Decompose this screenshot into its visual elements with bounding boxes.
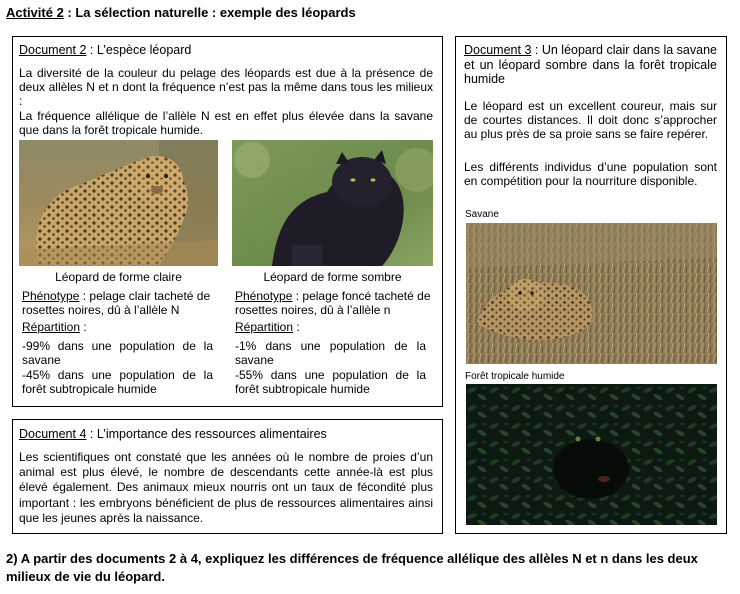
document-3-title (464, 43, 717, 87)
savane-label: Savane (465, 209, 499, 220)
document-2-frequency-text: La fréquence allélique de l’allèle N est en effet plus élevée dans la savane que dans la forêt tropicale humide. (19, 109, 433, 138)
dark-phenotype-label: Phénotype (235, 289, 293, 303)
document-3-label: Document 3 (464, 43, 532, 57)
document-4-title (19, 427, 327, 442)
light-repartition-label: Répartition (22, 320, 81, 334)
savane-leopard-photo (466, 223, 717, 364)
document-3-title-text: : Un léopard clair dans la savane et un léopard sombre dans la forêt tropicale humide (464, 43, 717, 86)
document-4-title-text: : L’importance des ressources alimentaires (86, 427, 327, 441)
foret-label: Forêt tropicale humide (465, 371, 565, 382)
document-3-runner-text: Le léopard est un excellent coureur, mais sur de courtes distances. Il doit donc s’approcher au plus près de sa proie sans se faire repérer. (464, 99, 717, 142)
dark-leopard-photo (232, 140, 433, 266)
dark-phenotype-text: : pelage foncé tacheté de rosettes noires, dû à l’allèle n (235, 289, 431, 317)
dark-phenotype (235, 290, 431, 317)
activity-title: Activité 2 (6, 5, 64, 20)
question-2: 2) A partir des documents 2 à 4, expliquez les différences de fréquence allélique des allèles N et n dans les deux milieux de vie du léopard. (6, 551, 698, 584)
light-phenotype-text: : pelage clair tacheté de rosettes noires, dû à l’allèle N (22, 289, 211, 317)
dark-leopard-caption: Léopard de forme sombre (263, 270, 402, 284)
light-leopard-photo (19, 140, 218, 266)
document-2-intro: La diversité de la couleur du pelage des léopards est due à la présence de deux allèles N et n dont la fréquence n’est pas la même dans tous les milieux : (19, 66, 433, 109)
light-leopard-caption: Léopard de forme claire (55, 270, 182, 284)
document-4-label: Document 4 (19, 427, 87, 441)
document-4-box (12, 419, 443, 534)
light-phenotype (22, 290, 218, 317)
activity-heading (6, 5, 356, 20)
document-3-box (455, 36, 727, 534)
document-2-title-text: : L’espèce léopard (86, 43, 192, 57)
dark-repartition (235, 321, 300, 335)
dark-repartition-savane: -1% dans une population de la savane (235, 339, 426, 367)
light-repartition-forest: -45% dans une population de la forêt subtropicale humide (22, 368, 213, 396)
dark-repartition-suffix: : (293, 320, 300, 334)
document-2-box (12, 36, 443, 407)
document-3-competition-text: Les différents individus d’une population sont en compétition pour la nourriture disponible. (464, 160, 717, 189)
dark-repartition-label: Répartition (235, 320, 294, 334)
document-4-text: Les scientifiques ont constaté que les années où le nombre de proies d’un animal est plus élevé, le nombre de descendants cette année-là est plus élevé également. Des animaux mieux nourris ont un taux de fécondité plus important : les embryons bénéficient de plus de ressources alimentaires ainsi que les jeunes après la naissance. (19, 450, 433, 525)
light-repartition-savane: -99% dans une population de la savane (22, 339, 213, 367)
light-phenotype-label: Phénotype (22, 289, 80, 303)
activity-subtitle: : La sélection naturelle : exemple des léopards (63, 5, 356, 20)
dark-repartition-forest: -55% dans une population de la forêt subtropicale humide (235, 368, 426, 396)
light-repartition (22, 321, 87, 335)
light-repartition-suffix: : (80, 320, 87, 334)
forest-leopard-photo (466, 384, 717, 525)
document-2-label: Document 2 (19, 43, 87, 57)
document-2-title (19, 43, 191, 58)
